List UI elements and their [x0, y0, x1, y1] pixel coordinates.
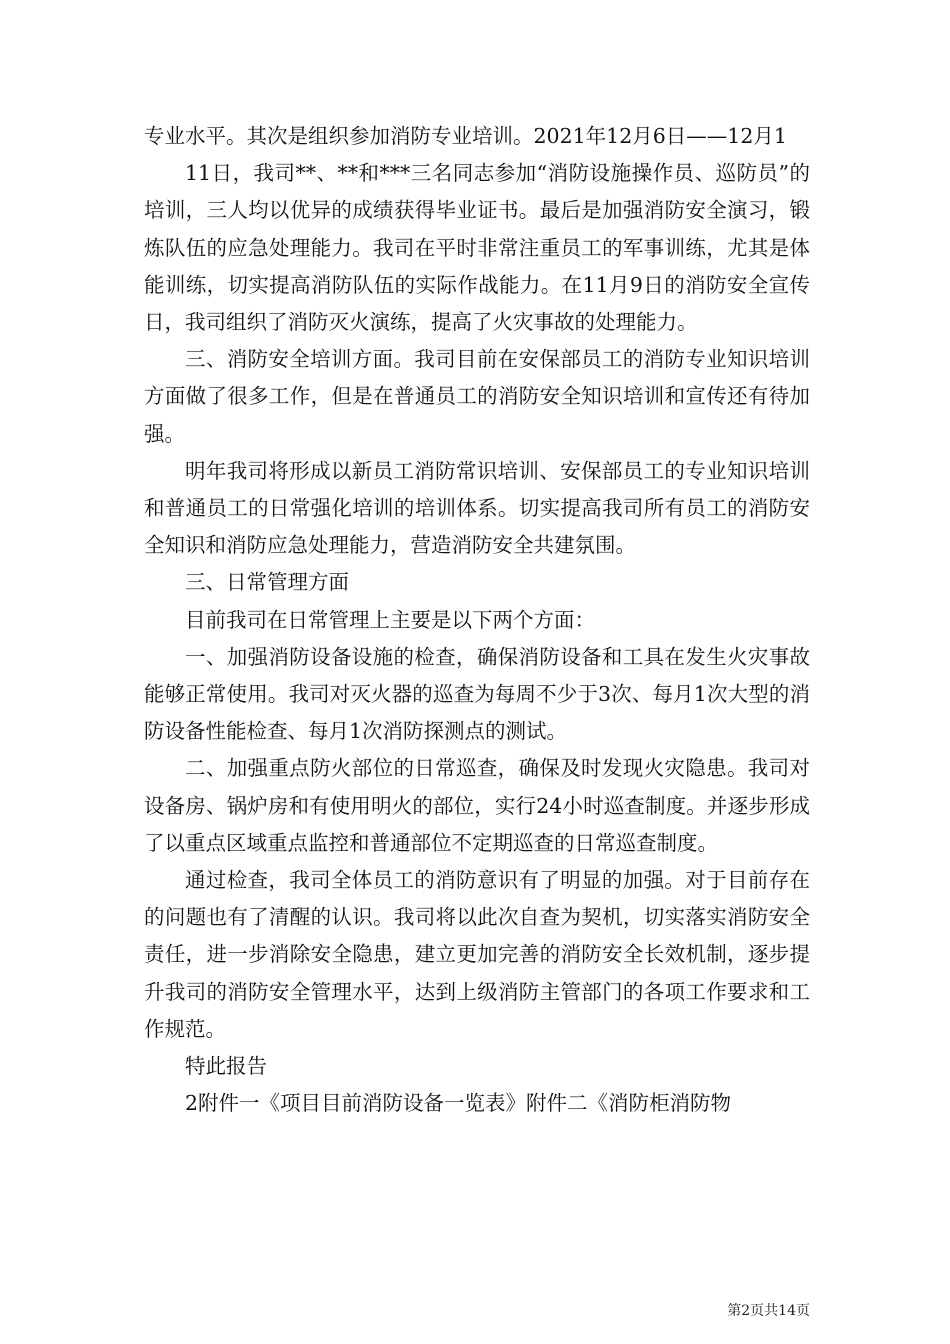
paragraph-continuation: 专业水平。其次是组织参加消防专业培训。2021年12月6日——12月1 [144, 124, 787, 148]
paragraph-attachments: 2附件一《项目目前消防设备一览表》附件二《消防柜消防物 [185, 1091, 732, 1116]
page-footer [600, 1300, 810, 1320]
paragraph-equipment-inspection: 一、加强消防设备设施的检查，确保消防设备和工具在发生火灾事故能够正常使用。我司对灭火器的巡查为每周不少于3次、每月1次大型的消防设备性能检查、每月1次消防探测点的测试。 [144, 644, 810, 744]
section-heading-daily-management: 三、日常管理方面 [185, 570, 349, 595]
paragraph-next-year-plan: 明年我司将形成以新员工消防常识培训、安保部员工的专业知识培训和普通员工的日常强化培训的培训体系。切实提高我司所有员工的消防安全知识和消防应急处理能力，营造消防安全共建氛围。 [144, 458, 810, 558]
page-number: 第2页共14页 [727, 1303, 810, 1319]
paragraph-safety-training: 三、消防安全培训方面。我司目前在安保部员工的消防专业知识培训方面做了很多工作，但是在普通员工的消防安全知识培训和宣传还有待加强。 [144, 347, 810, 446]
paragraph-training-participation: 11日，我司**、**和***三名同志参加“消防设施操作员、巡防员”的培训，三人均以优异的成绩获得毕业证书。最后是加强消防安全演习，锻炼队伍的应急处理能力。我司在平时非常注重员工的军事训练，尤其是体能训练，切实提高消防队伍的实际作战能力。在11月9日的消防安全宣传日，我司组织了消防灭火演练，提高了火灾事故的处理能力。 [144, 161, 810, 335]
paragraph-daily-management-intro: 目前我司在日常管理上主要是以下两个方面： [185, 607, 595, 632]
paragraph-report-closing: 特此报告 [185, 1054, 267, 1079]
paragraph-key-area-patrol: 二、加强重点防火部位的日常巡查，确保及时发现火灾隐患。我司对设备房、锅炉房和有使用明火的部位，实行24小时巡查制度。并逐步形成了以重点区域重点监控和普通部位不定期巡查的日常巡查制度。 [144, 756, 810, 855]
paragraph-conclusion: 通过检查，我司全体员工的消防意识有了明显的加强。对于目前存在的问题也有了清醒的认识。我司将以此次自查为契机，切实落实消防安全责任，进一步消除安全隐患，建立更加完善的消防安全长效机制，逐步提升我司的消防安全管理水平，达到上级消防主管部门的各项工作要求和工作规范。 [144, 868, 810, 1041]
document-body [144, 118, 810, 1122]
